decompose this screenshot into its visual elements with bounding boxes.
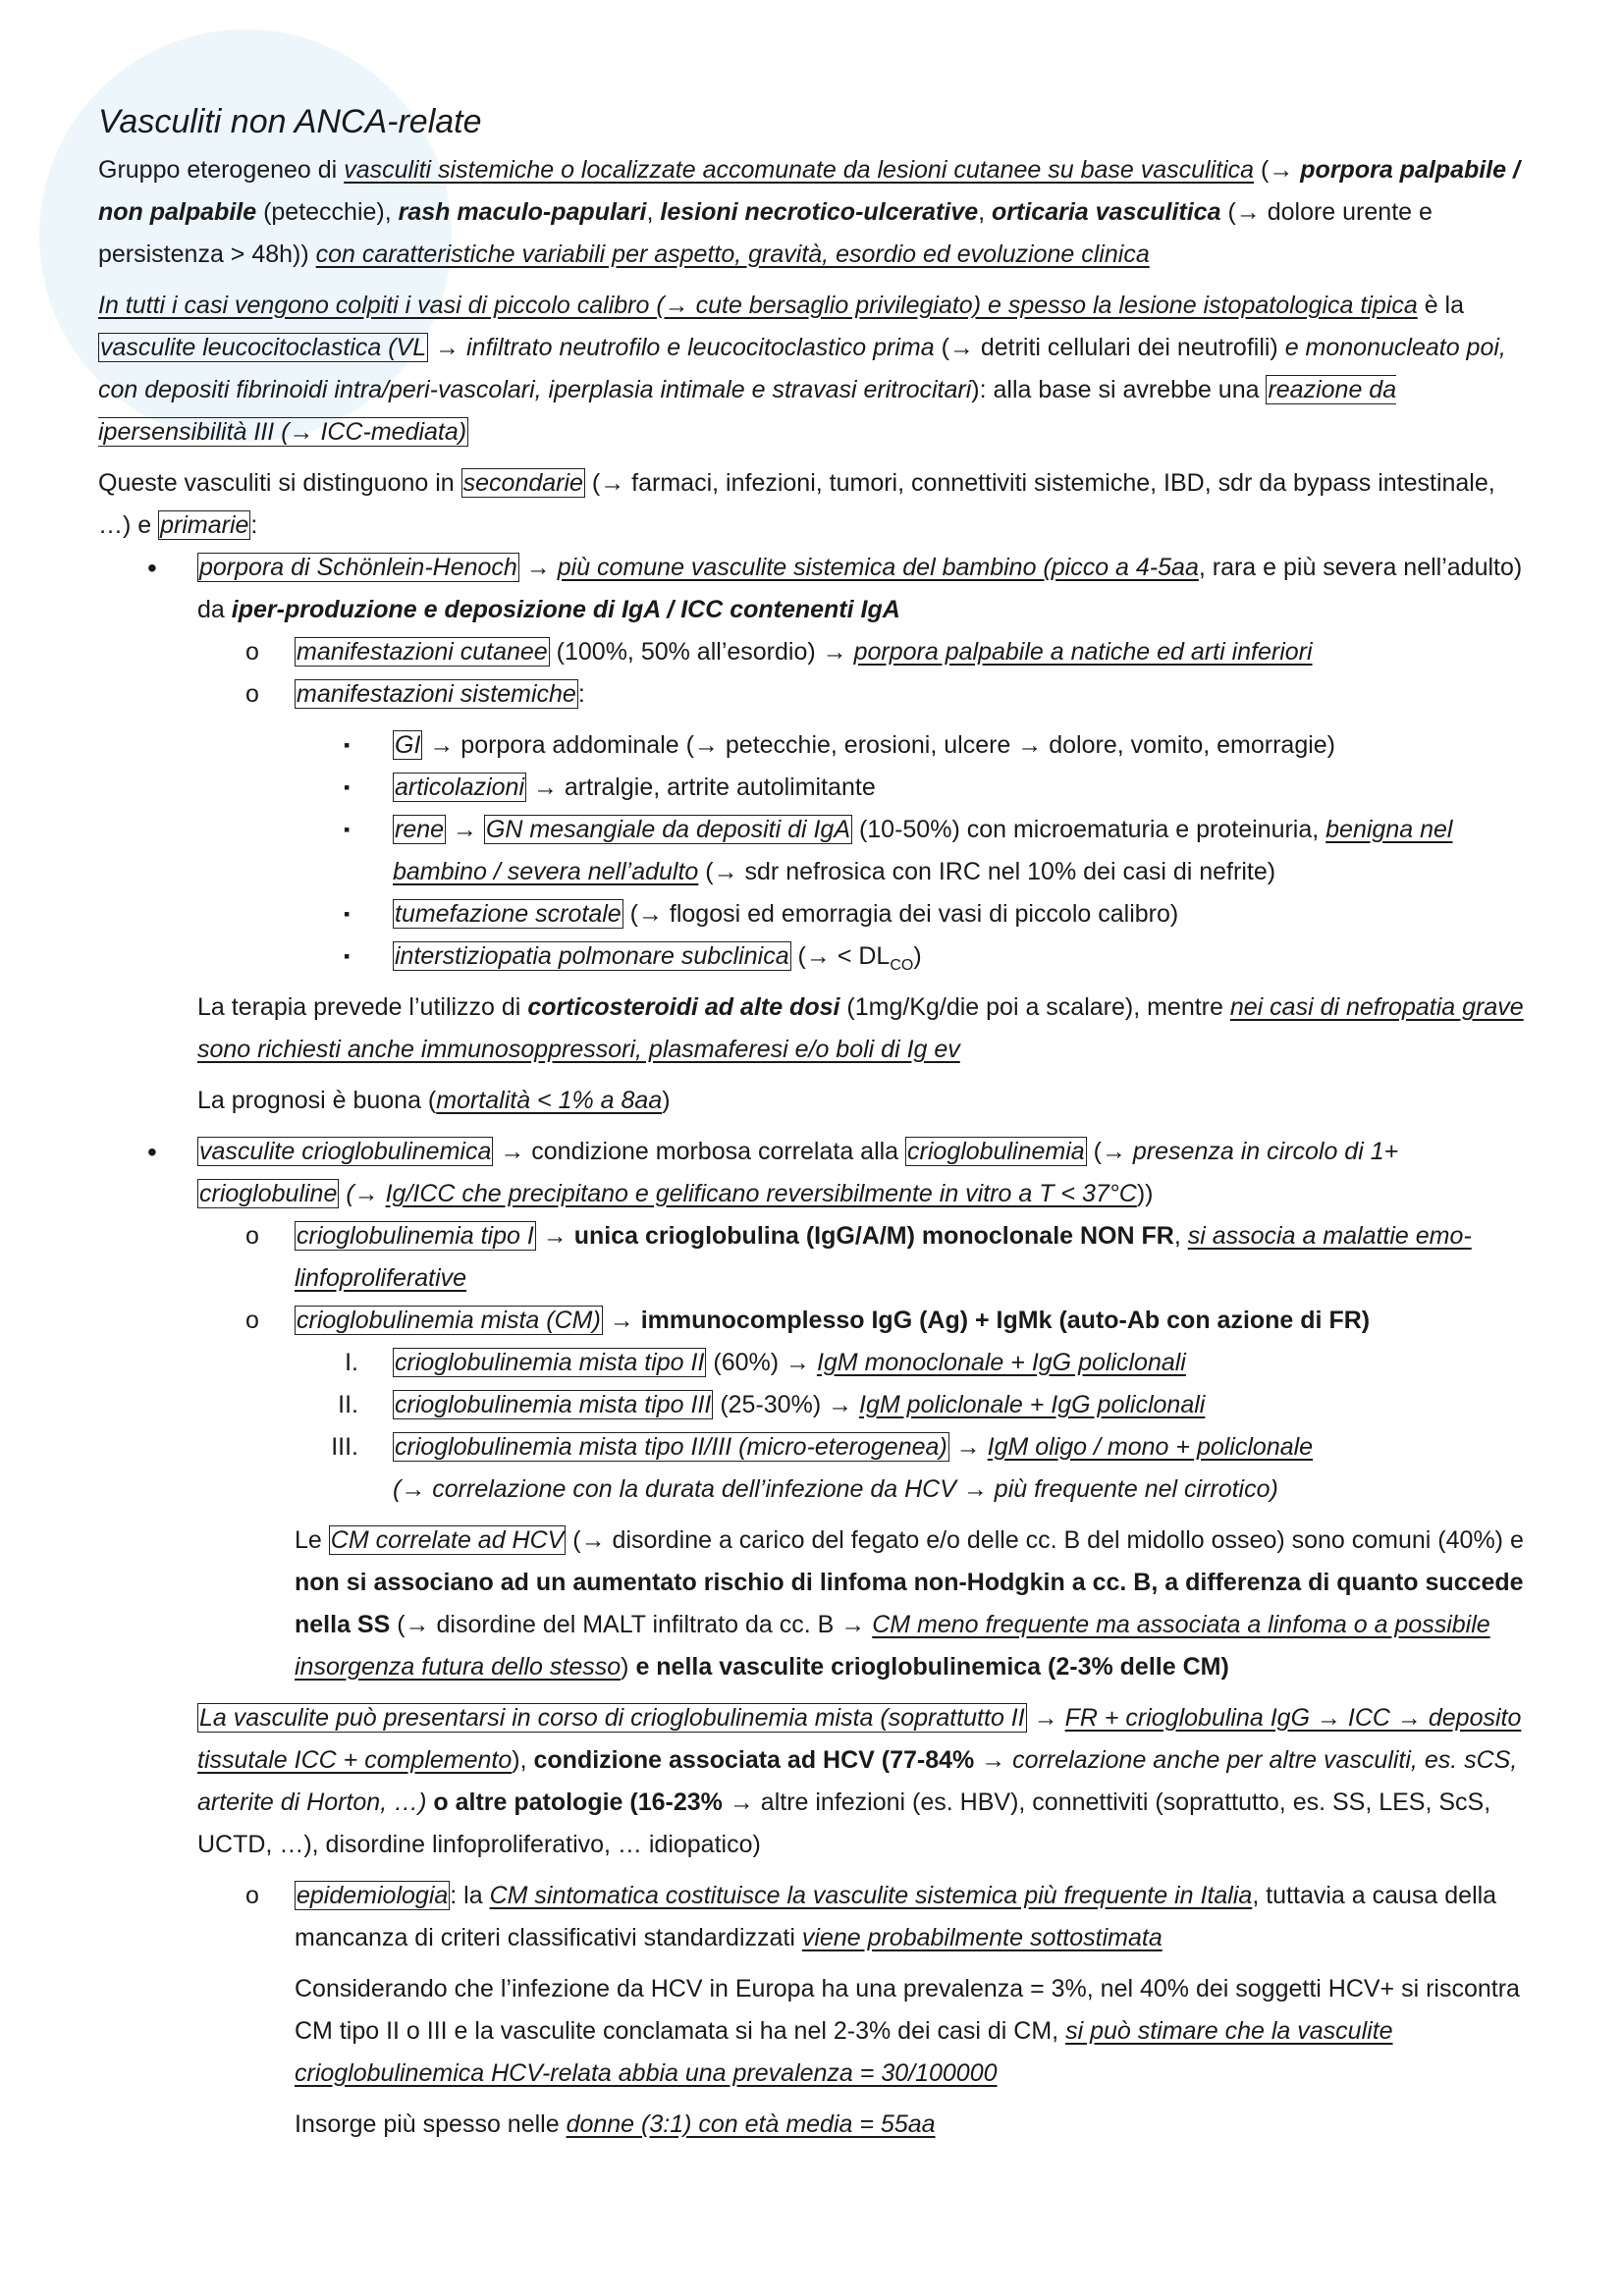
list-item-mixed-type-3 bbox=[98, 1384, 1532, 1426]
list-item-mixed-type-2-3 bbox=[98, 1426, 1532, 1511]
list-item-mixed-type-2 bbox=[98, 1342, 1532, 1384]
text: ): alla base si avrebbe una bbox=[971, 376, 1267, 403]
text: (→ < DL bbox=[790, 942, 891, 970]
bold-text: porpora palpabile / non palpabile bbox=[98, 156, 1520, 226]
underlined-text: porpora palpabile a natiche ed arti inferiori bbox=[853, 638, 1313, 666]
underlined-text: benigna nel bambino / severa nell’adulto bbox=[393, 816, 1453, 885]
text: (→ farmaci, infezioni, tumori, connettiviti sistemiche, IBD, sdr da bypass intestinale, …) e bbox=[98, 469, 1495, 539]
text: → bbox=[446, 816, 484, 843]
boxed-term: reazione da ipersensibilità III (→ ICC-mediata) bbox=[98, 376, 1397, 446]
underlined-text: nei casi di nefropatia grave sono richiesti anche immunosoppressori, plasmaferesi e/o boli di Ig ev bbox=[197, 993, 1524, 1063]
italic-text: correlazione anche per altre vasculiti, es. sCS, arterite di Horton, …) bbox=[197, 1746, 1518, 1816]
boxed-term: crioglobulinemia mista tipo II bbox=[395, 1349, 705, 1376]
square-bullet-icon: ▪ bbox=[344, 735, 351, 755]
hcv-paragraph bbox=[98, 1520, 1532, 1688]
text: (→ bbox=[1254, 156, 1301, 184]
bold-text: iper-produzione e deposizione di IgA / ICC contenenti IgA bbox=[231, 596, 900, 623]
text: , tuttavia a causa della mancanza di criteri classificativi standardizzati bbox=[295, 1882, 1497, 1951]
boxed-term: porpora di Schönlein-Henoch bbox=[199, 554, 517, 581]
classification-paragraph bbox=[98, 462, 1532, 547]
text: (60%) → bbox=[706, 1349, 817, 1376]
list-item-joints bbox=[98, 767, 1532, 809]
boxed-term: vasculite leucocitoclastica (VL bbox=[100, 334, 427, 361]
list-item-scrotal bbox=[98, 893, 1532, 935]
text: (→ flogosi ed emorragia dei vasi di piccolo calibro) bbox=[622, 900, 1179, 928]
document-page bbox=[98, 98, 1532, 2146]
text: ) bbox=[662, 1087, 671, 1114]
boxed-term: GI bbox=[395, 731, 421, 759]
underlined-text: IgM oligo / mono + policlonale bbox=[987, 1433, 1314, 1461]
boxed-term: articolazioni bbox=[395, 774, 525, 801]
text: , bbox=[1173, 1222, 1188, 1250]
underlined-text: IgM monoclonale + IgG policlonali bbox=[816, 1349, 1186, 1376]
text: (→ detriti cellulari dei neutrofili) bbox=[934, 334, 1285, 361]
square-bullet-icon: ▪ bbox=[344, 820, 351, 839]
bold-text: corticosteroidi ad alte dosi bbox=[527, 993, 840, 1021]
boxed-term: vasculite crioglobulinemica bbox=[199, 1138, 492, 1165]
text: : la bbox=[450, 1882, 490, 1909]
bold-text: o altre patologie (16-23% bbox=[433, 1789, 723, 1816]
bold-text: unica crioglobulina (IgG/A/M) monoclonale NON FR bbox=[573, 1222, 1174, 1250]
text: La terapia prevede l’utilizzo di bbox=[197, 993, 528, 1021]
boxed-term: La vasculite può presentarsi in corso di crioglobulinemia mista (soprattutto II bbox=[199, 1704, 1025, 1732]
roman-numeral: III. bbox=[331, 1433, 358, 1461]
text: (→ disordine del MALT infiltrato da cc. B → bbox=[390, 1611, 873, 1638]
text: Queste vasculiti si distinguono in bbox=[98, 469, 461, 497]
bold-text: orticaria vasculitica bbox=[992, 198, 1221, 226]
circle-bullet-icon: o bbox=[245, 1307, 259, 1334]
text: (→ disordine a carico del fegato e/o delle cc. B del midollo osseo) sono comuni (40%) e bbox=[566, 1526, 1524, 1554]
therapy-paragraph bbox=[98, 987, 1532, 1071]
text: → bbox=[428, 334, 466, 361]
circle-bullet-icon: o bbox=[245, 1222, 259, 1250]
text: → bbox=[602, 1307, 641, 1334]
page-title: Vasculiti non ANCA-relate bbox=[98, 103, 482, 140]
text: : bbox=[577, 680, 585, 708]
circle-bullet-icon: o bbox=[245, 638, 259, 666]
boxed-term: epidemiologia bbox=[297, 1882, 449, 1909]
bold-text: non si associano ad un aumentato rischio di linfoma non-Hodgkin a cc. B, a differenza di quanto succede nella SS bbox=[295, 1569, 1524, 1638]
text: → bbox=[974, 1746, 1013, 1774]
bold-text: immunocomplesso IgG (Ag) + IgMk (auto-Ab con azione di FR) bbox=[640, 1307, 1371, 1334]
text: è la bbox=[1417, 292, 1465, 319]
text: , bbox=[646, 198, 661, 226]
text: Considerando che l’infezione da HCV in Europa ha una prevalenza = 3%, nel 40% dei soggetti HCV+ si riscontra CM tipo II o III e la vasculite conclamata si ha nel 2-3% dei casi di CM, bbox=[295, 1975, 1520, 2045]
text: (petecchie), bbox=[256, 198, 399, 226]
text: (1mg/Kg/die poi a scalare), mentre bbox=[839, 993, 1230, 1021]
vasculitis-paragraph bbox=[98, 1697, 1532, 1866]
underlined-text: CM meno frequente ma associata a linfoma o a possibile insorgenza futura dello stesso bbox=[295, 1611, 1490, 1681]
list-item-henoch bbox=[98, 547, 1532, 631]
subscript: CO bbox=[890, 957, 914, 974]
text: (10-50%) con microematuria e proteinuria, bbox=[852, 816, 1326, 843]
list-item-epidemiology bbox=[98, 1875, 1532, 1959]
bold-text: e nella vasculite crioglobulinemica (2-3% delle CM) bbox=[635, 1653, 1229, 1681]
bullet-icon: • bbox=[147, 553, 157, 583]
histopathology-paragraph bbox=[98, 285, 1532, 454]
boxed-term: GN mesangiale da depositi di IgA bbox=[485, 816, 850, 843]
boxed-term: manifestazioni sistemiche bbox=[297, 680, 576, 708]
text: La prognosi è buona ( bbox=[197, 1087, 437, 1114]
text: → artralgie, artrite autolimitante bbox=[526, 774, 876, 801]
list-item-mixed bbox=[98, 1300, 1532, 1342]
square-bullet-icon: ▪ bbox=[344, 777, 351, 797]
underlined-text: con caratteristiche variabili per aspetto, gravità, esordio ed evoluzione clinica bbox=[315, 240, 1150, 268]
list-item-cutaneous bbox=[98, 631, 1532, 673]
bullet-icon: • bbox=[147, 1137, 157, 1167]
list-item-kidney bbox=[98, 809, 1532, 893]
list-item-type-1 bbox=[98, 1215, 1532, 1300]
bold-text: condizione associata ad HCV (77-84% bbox=[533, 1746, 975, 1774]
list-item-lung bbox=[98, 935, 1532, 978]
boxed-term: manifestazioni cutanee bbox=[297, 638, 548, 666]
text: , rara e più severa nell’adulto) da bbox=[197, 554, 1523, 623]
underlined-text: FR + crioglobulina IgG → ICC → deposito tissutale ICC + complemento bbox=[197, 1704, 1522, 1774]
underlined-text: IgM policlonale + IgG policlonali bbox=[859, 1391, 1206, 1418]
square-bullet-icon: ▪ bbox=[344, 904, 351, 924]
text: ), bbox=[512, 1746, 534, 1774]
text: → bbox=[518, 554, 558, 581]
text: (→ dolore urente e persistenza > 48h)) bbox=[98, 198, 1433, 268]
underlined-text: si può stimare che la vasculite crioglobulinemica HCV-relata abbia una prevalenza = 30/100000 bbox=[295, 2017, 1393, 2087]
text: ) bbox=[913, 942, 922, 970]
intro-paragraph bbox=[98, 149, 1532, 276]
italic-text: (→ bbox=[339, 1180, 386, 1207]
text: (25-30%) → bbox=[713, 1391, 860, 1418]
boxed-term: crioglobulinemia bbox=[907, 1138, 1085, 1165]
text: → bbox=[535, 1222, 574, 1250]
onset-paragraph bbox=[98, 2104, 1532, 2146]
boxed-term: CM correlate ad HCV bbox=[330, 1526, 565, 1554]
text: (→ sdr nefrosica con IRC nel 10% dei casi di nefrite) bbox=[698, 858, 1276, 885]
underlined-text: CM sintomatica costituisce la vasculite sistemica più frequente in Italia bbox=[489, 1882, 1253, 1909]
boxed-term: secondarie bbox=[462, 469, 583, 497]
list-item-systemic bbox=[98, 673, 1532, 716]
underlined-text: si associa a malattie emo-linfoproliferative bbox=[295, 1222, 1472, 1292]
bold-text: rash maculo-papulari bbox=[398, 198, 647, 226]
roman-numeral: I. bbox=[345, 1349, 358, 1376]
underlined-text: donne (3:1) con età media = 55aa bbox=[566, 2110, 936, 2138]
list-item-gi bbox=[98, 724, 1532, 767]
text: → condizione morbosa correlata alla bbox=[493, 1138, 906, 1165]
boxed-term: interstiziopatia polmonare subclinica bbox=[395, 942, 789, 970]
boxed-term: rene bbox=[395, 816, 445, 843]
text: → bbox=[948, 1433, 988, 1461]
text: Insorge più spesso nelle bbox=[295, 2110, 567, 2138]
list-item-cryoglobulinemic bbox=[98, 1131, 1532, 1215]
italic-text: presenza in circolo di 1+ bbox=[1132, 1138, 1399, 1165]
boxed-term: crioglobulinemia mista (CM) bbox=[297, 1307, 601, 1334]
text: → altre infezioni (es. HBV), connettiviti (soprattutto, es. SS, LES, ScS, UCTD, …), disordine linfoproliferativo, … idiopatico) bbox=[197, 1789, 1491, 1858]
text: Le bbox=[295, 1526, 329, 1554]
prevalence-paragraph bbox=[98, 1968, 1532, 2095]
underlined-text: In tutti i casi vengono colpiti i vasi di piccolo calibro (→ cute bersaglio privilegiato) e spesso la lesione istopatologica tipica bbox=[98, 292, 1418, 319]
boxed-term: crioglobuline bbox=[199, 1180, 338, 1207]
boxed-term: primarie bbox=[160, 511, 249, 539]
circle-bullet-icon: o bbox=[245, 680, 259, 708]
underlined-text: Ig/ICC che precipitano e gelificano reversibilmente in vitro a T < 37°C bbox=[385, 1180, 1137, 1207]
text: ) bbox=[621, 1653, 636, 1681]
italic-text: (→ correlazione con la durata dell’infezione da HCV → più frequente nel cirrotico) bbox=[393, 1475, 1278, 1503]
italic-text: infiltrato neutrofilo e leucocitoclastico prima bbox=[466, 334, 935, 361]
underlined-text: vasculiti sistemiche o localizzate accomunate da lesioni cutanee su base vasculitica bbox=[344, 156, 1255, 184]
bold-text: lesioni necrotico-ulcerative bbox=[660, 198, 979, 226]
underlined-text: più comune vasculite sistemica del bambino (picco a 4-5aa bbox=[557, 554, 1199, 581]
text: (100%, 50% all’esordio) → bbox=[549, 638, 854, 666]
boxed-term: crioglobulinemia mista tipo II/III (micro-eterogenea) bbox=[395, 1433, 947, 1461]
boxed-term: crioglobulinemia tipo I bbox=[297, 1222, 534, 1250]
text: : bbox=[250, 511, 258, 539]
circle-bullet-icon: o bbox=[245, 1882, 259, 1909]
boxed-term: crioglobulinemia mista tipo III bbox=[395, 1391, 712, 1418]
text: , bbox=[978, 198, 993, 226]
text: )) bbox=[1136, 1180, 1154, 1207]
text: → porpora addominale (→ petecchie, erosioni, ulcere → dolore, vomito, emorragie) bbox=[422, 731, 1336, 759]
underlined-text: viene probabilmente sottostimata bbox=[801, 1924, 1163, 1951]
text: (→ bbox=[1086, 1138, 1133, 1165]
square-bullet-icon: ▪ bbox=[344, 946, 351, 966]
text: → bbox=[1026, 1704, 1065, 1732]
italic-text: e mononucleato poi, con depositi fibrinoidi intra/peri-vascolari, iperplasia intimale e stravasi eritrocitari bbox=[98, 334, 1506, 403]
underlined-text: mortalità < 1% a 8aa bbox=[436, 1087, 663, 1114]
prognosis-paragraph bbox=[98, 1080, 1532, 1122]
boxed-term: tumefazione scrotale bbox=[395, 900, 622, 928]
roman-numeral: II. bbox=[338, 1391, 358, 1418]
text: Gruppo eterogeneo di bbox=[98, 156, 345, 184]
